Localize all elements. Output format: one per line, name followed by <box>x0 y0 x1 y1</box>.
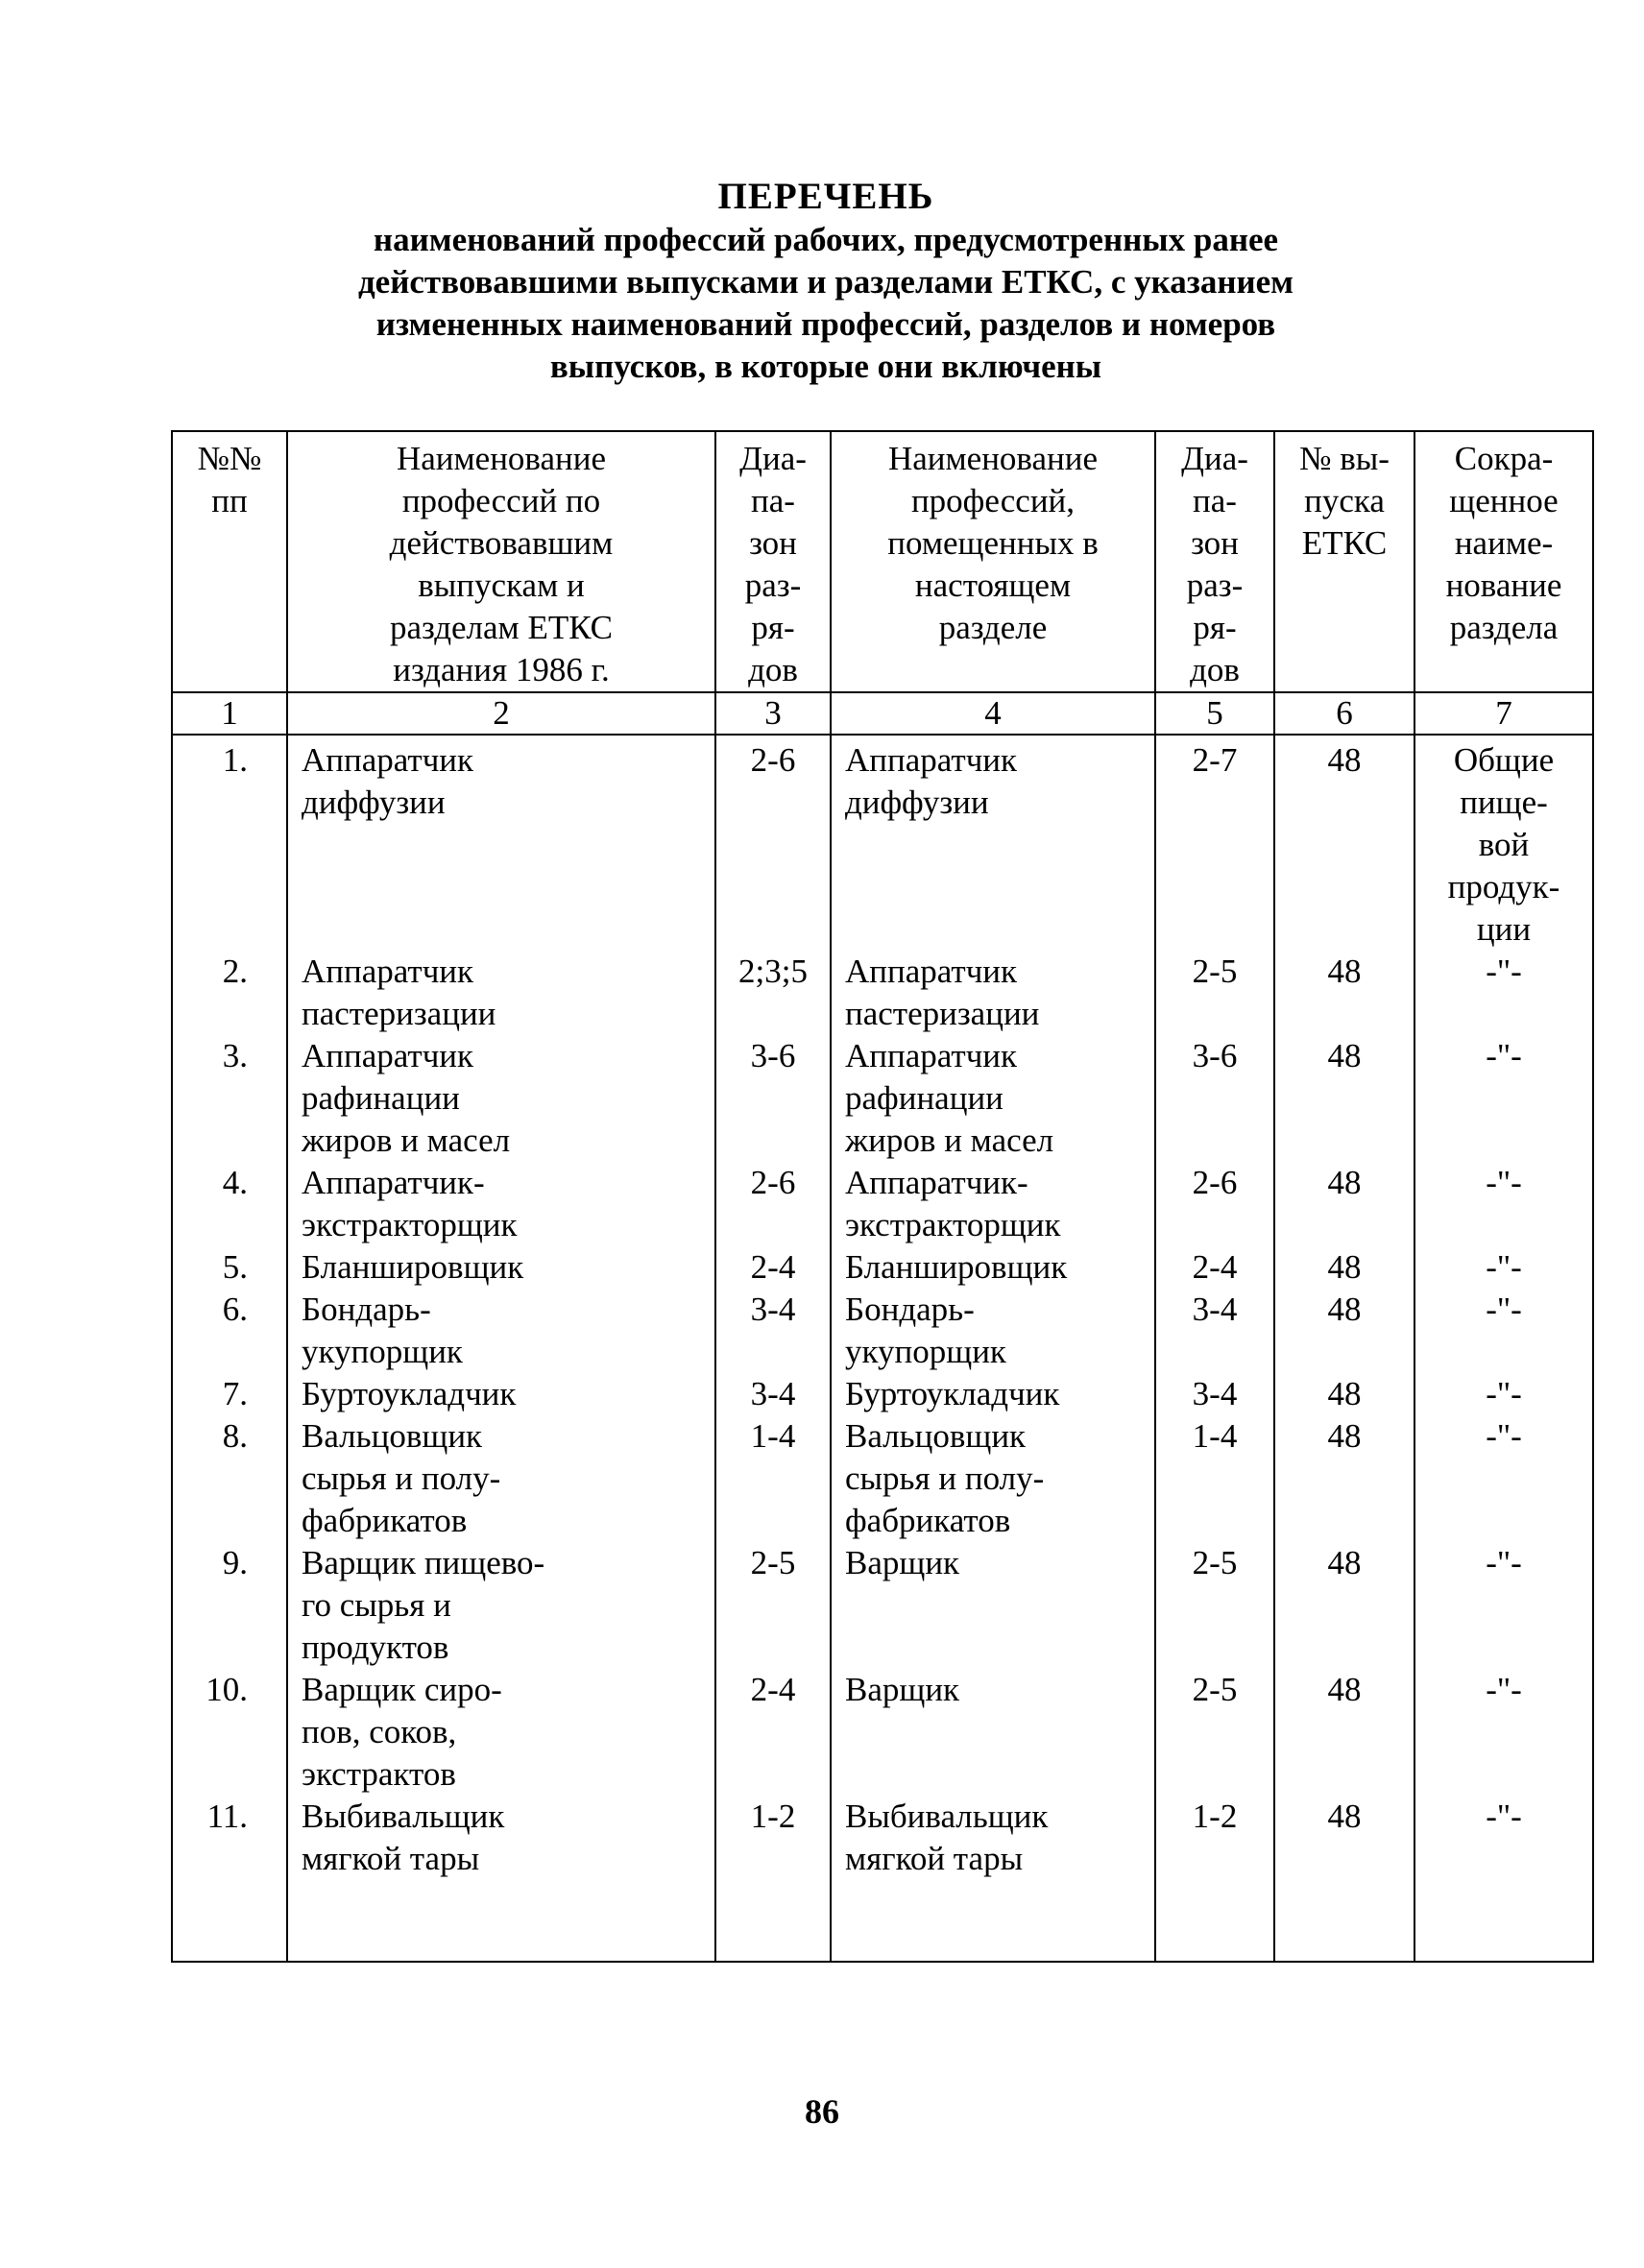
old-profession-name <box>287 1796 715 1880</box>
header-line: пп <box>211 482 248 519</box>
header-line: пуска <box>1304 482 1385 519</box>
document-subtitle <box>173 219 1479 388</box>
cell-line: го сырья и <box>302 1586 451 1624</box>
row-number: 6. <box>172 1289 287 1373</box>
empty-cell <box>172 1880 287 1962</box>
header-line: профессий, <box>910 482 1076 519</box>
new-grade-range: 3-6 <box>1155 1035 1274 1162</box>
section-short-name <box>1414 1669 1593 1796</box>
row-number: 3. <box>172 1035 287 1162</box>
column-number: 5 <box>1155 692 1274 735</box>
section-short-name <box>1414 1415 1593 1542</box>
table-row <box>172 1289 1593 1373</box>
new-grade-range: 3-4 <box>1155 1373 1274 1415</box>
cell-line: Аппаратчик- <box>845 1164 1028 1201</box>
cell-line: -"- <box>1486 1375 1522 1412</box>
cell-line: фабрикатов <box>302 1502 468 1539</box>
subtitle-line: выпусков, в которые они включены <box>549 348 1102 385</box>
subtitle-line: измененных наименований профессий, разделов и номеров <box>375 305 1276 343</box>
etks-issue-number: 48 <box>1274 735 1414 951</box>
row-number: 4. <box>172 1162 287 1246</box>
etks-issue-number: 48 <box>1274 1373 1414 1415</box>
old-profession-name <box>287 1542 715 1669</box>
cell-line: -"- <box>1486 953 1522 990</box>
cell-line: -"- <box>1486 1248 1522 1286</box>
cell-line: сырья и полу- <box>845 1460 1045 1497</box>
header-line: профессий по <box>401 482 601 519</box>
row-number: 1. <box>172 735 287 951</box>
cell-line: -"- <box>1486 1671 1522 1708</box>
cell-line: пов, соков, <box>302 1713 457 1750</box>
header-line: №№ <box>197 440 262 477</box>
cell-line: рафинации <box>845 1079 1003 1117</box>
cell-line: мягкой тары <box>302 1840 480 1877</box>
header-line: ЕТКС <box>1301 524 1388 562</box>
cell-line: продуктов <box>302 1629 449 1666</box>
new-profession-name <box>831 1162 1155 1246</box>
section-short-name <box>1414 951 1593 1035</box>
old-profession-name <box>287 1289 715 1373</box>
etks-issue-number: 48 <box>1274 1669 1414 1796</box>
header-line: па- <box>1193 482 1237 519</box>
empty-cell <box>831 1880 1155 1962</box>
header-line: № вы- <box>1299 440 1390 477</box>
header-old-name <box>287 431 715 692</box>
cell-line: ции <box>1476 910 1532 948</box>
new-profession-name <box>831 1542 1155 1669</box>
new-grade-range: 1-4 <box>1155 1415 1274 1542</box>
new-profession-name <box>831 1373 1155 1415</box>
header-line: зон <box>749 524 797 562</box>
header-line: дов <box>748 651 798 688</box>
column-number: 7 <box>1414 692 1593 735</box>
cell-line: -"- <box>1486 1798 1522 1835</box>
header-line: разделам ЕТКС <box>389 609 614 646</box>
new-grade-range: 2-4 <box>1155 1246 1274 1289</box>
old-grade-range: 2-4 <box>715 1669 831 1796</box>
cell-line: продук- <box>1447 868 1560 905</box>
cell-line: Буртоукладчик <box>302 1375 517 1412</box>
cell-line: Варщик сиро- <box>302 1671 502 1708</box>
old-grade-range: 1-2 <box>715 1796 831 1880</box>
old-grade-range: 2-4 <box>715 1246 831 1289</box>
header-line: Диа- <box>739 440 807 477</box>
new-profession-name <box>831 735 1155 951</box>
row-number: 7. <box>172 1373 287 1415</box>
header-line: Сокра- <box>1454 440 1554 477</box>
section-short-name <box>1414 1035 1593 1162</box>
cell-line: диффузии <box>302 784 446 821</box>
cell-line: Аппаратчик <box>302 1037 474 1074</box>
empty-cell <box>715 1880 831 1962</box>
cell-line: Варщик <box>845 1671 960 1708</box>
new-grade-range: 1-2 <box>1155 1796 1274 1880</box>
cell-line: Выбивальщик <box>302 1798 505 1835</box>
column-number: 1 <box>172 692 287 735</box>
cell-line: Вальцовщик <box>845 1417 1027 1455</box>
cell-line: Вальцовщик <box>302 1417 483 1455</box>
row-number: 11. <box>172 1796 287 1880</box>
column-number: 2 <box>287 692 715 735</box>
new-profession-name <box>831 1246 1155 1289</box>
cell-line: Аппаратчик <box>845 953 1018 990</box>
cell-line: Варщик пищево- <box>302 1544 545 1581</box>
etks-issue-number: 48 <box>1274 1162 1414 1246</box>
old-profession-name <box>287 1246 715 1289</box>
header-number <box>172 431 287 692</box>
new-grade-range: 2-5 <box>1155 1669 1274 1796</box>
header-line: настоящем <box>914 567 1072 604</box>
cell-line: Бондарь- <box>302 1291 431 1328</box>
document-title-block <box>173 175 1479 388</box>
old-grade-range: 3-4 <box>715 1373 831 1415</box>
cell-line: Варщик <box>845 1544 960 1581</box>
cell-line: укупорщик <box>845 1333 1006 1370</box>
cell-line: -"- <box>1486 1164 1522 1201</box>
header-line: Наименование <box>887 440 1099 477</box>
header-new-range <box>1155 431 1274 692</box>
header-line: раз- <box>744 567 802 604</box>
table-row <box>172 1373 1593 1415</box>
document-title: ПЕРЕЧЕНЬ <box>717 176 934 217</box>
new-profession-name <box>831 1415 1155 1542</box>
cell-line: Аппаратчик <box>845 1037 1018 1074</box>
header-line: зон <box>1191 524 1239 562</box>
header-line: наиме- <box>1454 524 1554 562</box>
old-grade-range: 1-4 <box>715 1415 831 1542</box>
cell-line: вой <box>1478 826 1530 863</box>
subtitle-line: наименований профессий рабочих, предусмотренных ранее <box>373 221 1279 258</box>
row-number: 9. <box>172 1542 287 1669</box>
empty-cell <box>287 1880 715 1962</box>
old-profession-name <box>287 1415 715 1542</box>
section-short-name <box>1414 1373 1593 1415</box>
cell-line: Бланшировщик <box>845 1248 1068 1286</box>
header-line: дов <box>1190 651 1240 688</box>
header-line: нование <box>1445 567 1562 604</box>
empty-cell <box>1274 1880 1414 1962</box>
cell-line: жиров и масел <box>302 1122 511 1159</box>
cell-line: диффузии <box>845 784 989 821</box>
cell-line: рафинации <box>302 1079 460 1117</box>
header-line: Наименование <box>396 440 607 477</box>
cell-line: экстракторщик <box>302 1206 518 1243</box>
cell-line: пастеризации <box>845 995 1040 1032</box>
cell-line: пище- <box>1460 784 1548 821</box>
section-short-name <box>1414 1246 1593 1289</box>
section-short-name <box>1414 1796 1593 1880</box>
new-grade-range: 2-6 <box>1155 1162 1274 1246</box>
old-profession-name <box>287 1035 715 1162</box>
new-profession-name <box>831 1796 1155 1880</box>
cell-line: Бланшировщик <box>302 1248 524 1286</box>
column-number: 4 <box>831 692 1155 735</box>
subtitle-line: действовавшими выпусками и разделами ЕТКС, с указанием <box>357 263 1294 301</box>
cell-line: фабрикатов <box>845 1502 1011 1539</box>
cell-line: укупорщик <box>302 1333 463 1370</box>
table-row <box>172 1669 1593 1796</box>
new-profession-name <box>831 1289 1155 1373</box>
header-issue <box>1274 431 1414 692</box>
old-profession-name <box>287 735 715 951</box>
header-line: разделе <box>938 609 1048 646</box>
etks-issue-number: 48 <box>1274 1415 1414 1542</box>
cell-line: -"- <box>1486 1544 1522 1581</box>
section-short-name <box>1414 735 1593 951</box>
cell-line: экстрактов <box>302 1755 456 1793</box>
section-short-name <box>1414 1162 1593 1246</box>
cell-line: экстракторщик <box>845 1206 1061 1243</box>
header-old-range <box>715 431 831 692</box>
old-profession-name <box>287 951 715 1035</box>
header-line: раздела <box>1449 609 1559 646</box>
column-number-row <box>172 692 1593 735</box>
cell-line: пастеризации <box>302 995 496 1032</box>
old-grade-range: 2;3;5 <box>715 951 831 1035</box>
new-profession-name <box>831 1035 1155 1162</box>
row-number: 10. <box>172 1669 287 1796</box>
new-grade-range: 3-4 <box>1155 1289 1274 1373</box>
header-line: ря- <box>751 609 795 646</box>
etks-issue-number: 48 <box>1274 1542 1414 1669</box>
column-number: 3 <box>715 692 831 735</box>
page-number: 86 <box>805 2092 839 2131</box>
new-profession-name <box>831 1669 1155 1796</box>
cell-line: Буртоукладчик <box>845 1375 1060 1412</box>
table-row <box>172 735 1593 951</box>
new-grade-range: 2-5 <box>1155 1542 1274 1669</box>
cell-line: -"- <box>1486 1417 1522 1455</box>
professions-table <box>171 430 1594 1963</box>
row-number: 8. <box>172 1415 287 1542</box>
row-number: 5. <box>172 1246 287 1289</box>
new-grade-range: 2-7 <box>1155 735 1274 951</box>
etks-issue-number: 48 <box>1274 1796 1414 1880</box>
section-short-name <box>1414 1542 1593 1669</box>
cell-line: жиров и масел <box>845 1122 1054 1159</box>
old-grade-range: 3-4 <box>715 1289 831 1373</box>
section-short-name <box>1414 1289 1593 1373</box>
header-section <box>1414 431 1593 692</box>
header-line: действовавшим <box>389 524 614 562</box>
cell-line: Общие <box>1453 741 1555 779</box>
row-number: 2. <box>172 951 287 1035</box>
empty-cell <box>1155 1880 1274 1962</box>
header-line: па- <box>751 482 795 519</box>
header-line: щенное <box>1449 482 1559 519</box>
table-row <box>172 951 1593 1035</box>
table-row <box>172 1415 1593 1542</box>
cell-line: Аппаратчик <box>302 741 474 779</box>
new-profession-name <box>831 951 1155 1035</box>
table-row <box>172 1035 1593 1162</box>
header-line: выпускам и <box>418 567 585 604</box>
table-body <box>172 735 1593 1962</box>
cell-line: сырья и полу- <box>302 1460 501 1497</box>
header-new-name <box>831 431 1155 692</box>
cell-line: Бондарь- <box>845 1291 975 1328</box>
old-profession-name <box>287 1162 715 1246</box>
cell-line: -"- <box>1486 1037 1522 1074</box>
etks-issue-number: 48 <box>1274 951 1414 1035</box>
cell-line: -"- <box>1486 1291 1522 1328</box>
old-grade-range: 2-6 <box>715 1162 831 1246</box>
old-profession-name <box>287 1669 715 1796</box>
column-number: 6 <box>1274 692 1414 735</box>
new-grade-range: 2-5 <box>1155 951 1274 1035</box>
cell-line: Аппаратчик- <box>302 1164 485 1201</box>
header-line: помещенных в <box>887 524 1099 562</box>
table-row <box>172 1796 1593 1880</box>
table-row <box>172 1542 1593 1669</box>
old-grade-range: 2-5 <box>715 1542 831 1669</box>
old-grade-range: 3-6 <box>715 1035 831 1162</box>
table-header-row <box>172 431 1593 692</box>
cell-line: Аппаратчик <box>302 953 474 990</box>
cell-line: Аппаратчик <box>845 741 1018 779</box>
etks-issue-number: 48 <box>1274 1246 1414 1289</box>
header-line: Диа- <box>1181 440 1248 477</box>
cell-line: мягкой тары <box>845 1840 1024 1877</box>
table-bottom-filler <box>172 1880 1593 1962</box>
header-line: издания 1986 г. <box>393 651 610 688</box>
header-line: раз- <box>1186 567 1244 604</box>
header-line: ря- <box>1193 609 1237 646</box>
etks-issue-number: 48 <box>1274 1035 1414 1162</box>
cell-line: Выбивальщик <box>845 1798 1049 1835</box>
etks-issue-number: 48 <box>1274 1289 1414 1373</box>
empty-cell <box>1414 1880 1593 1962</box>
table-row <box>172 1246 1593 1289</box>
old-grade-range: 2-6 <box>715 735 831 951</box>
table-row <box>172 1162 1593 1246</box>
old-profession-name <box>287 1373 715 1415</box>
